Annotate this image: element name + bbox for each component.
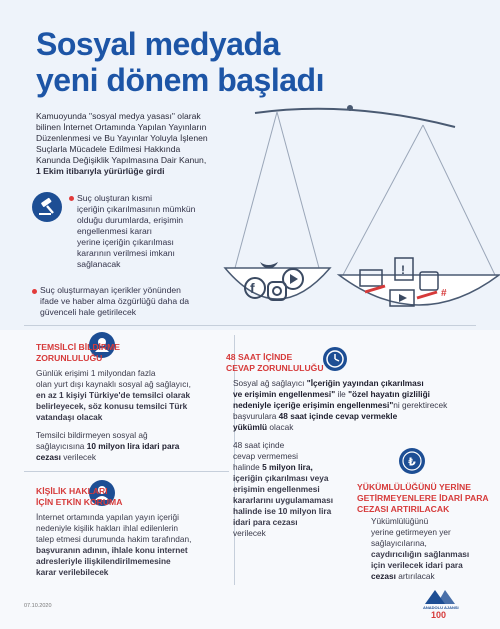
svg-text:!: ! [401, 263, 405, 277]
svg-text:f: f [250, 280, 255, 296]
body-segment-bold: 5 milyon lira, [262, 462, 313, 472]
body-line: caydırıcılığın sağlanması [371, 549, 470, 559]
body-line: karar verilebilecek [36, 567, 109, 577]
body-segment: olacak [267, 422, 294, 432]
body-segment-bold: nedeniyle içeriğe erişimin engellenmesi" [233, 400, 394, 410]
bullet-text-2 [40, 285, 230, 318]
bullet-dot [69, 196, 74, 201]
body-segment: Sosyal ağ sağlayıcı [233, 378, 307, 388]
intro-line: Düzenlenmesi ve Bu Yayınlar Yoluyla İşlenen [36, 133, 208, 143]
body-line [233, 400, 473, 411]
body-line: verilecek [233, 528, 266, 538]
body-line: adresleriyle ilişkilendirilmemesine [36, 556, 171, 566]
body-line: en az 1 kişiyi Türkiye'de temsilci olarak [36, 390, 191, 400]
body-line [233, 462, 353, 473]
bullet-text-1 [77, 193, 227, 270]
bullet2-line: Suç oluşturmayan içerikler yönünden [40, 285, 181, 295]
title-line: CEVAP ZORUNLULUĞU [226, 363, 324, 373]
body-segment-bold: cezası [36, 452, 61, 462]
body-line [233, 422, 473, 433]
title-line: 48 SAAT İÇİNDE [226, 352, 293, 362]
section-body-personal-rights [36, 512, 236, 578]
balance-scale-illustration [215, 0, 500, 330]
body-line [36, 452, 236, 463]
title-line-1: Sosyal medyada [36, 26, 280, 62]
bullet1-line: engellenmesi kararı [77, 226, 152, 236]
body-segment: sağlayıcısına [36, 441, 87, 451]
title-line-2: yeni dönem başladı [36, 62, 324, 98]
title-line: TEMSİLCİ BİLDİRME [36, 342, 121, 352]
body-line: İnternet ortamında yapılan yayın içeriği [36, 512, 179, 522]
body-line: sağlayıcılarına, [371, 538, 427, 548]
body-segment: verilecek [60, 452, 96, 462]
logo-text: ANADOLU AJANSI [423, 605, 459, 610]
section-title-48-hours [226, 352, 324, 374]
body-line: idari para cezası [233, 517, 298, 527]
body-line: talep etmesi durumunda hakim tarafından, [36, 534, 192, 544]
body-line [233, 411, 473, 422]
body-line: vatandaşı olacak [36, 412, 103, 422]
body-line: nedeniyle kişilik hakları ihlal edilenlerin [36, 523, 179, 533]
body-segment: halinde [233, 462, 263, 472]
logo-badge: 100 [431, 610, 447, 620]
bullet2-line: ifade ve haber alma özgürlüğü daha da [40, 296, 190, 306]
body-line [371, 571, 491, 582]
bullet1-line: Suç oluşturan kısmi [77, 193, 152, 203]
body-segment: başvurulara [233, 411, 279, 421]
body-line: halinde ise 10 milyon lira [233, 506, 332, 516]
title-line: GETİRMEYENLERE İDARİ PARA [357, 493, 489, 503]
title-line: ZORUNLULUĞU [36, 353, 103, 363]
intro-line: bilinen İnternet Ortamında Yapılan Yayınların [36, 122, 207, 132]
body-segment: artırılacak [395, 571, 435, 581]
svg-text:₺: ₺ [408, 455, 416, 469]
body-line: içeriğin çıkarılması veya [233, 473, 329, 483]
section-title-personal-rights [36, 486, 122, 508]
body-line: cevap vermemesi [233, 451, 299, 461]
body-line [36, 441, 236, 452]
body-line: kararlarını uygulamaması [233, 495, 334, 505]
body-segment: ni gerektirecek [393, 400, 448, 410]
intro-line: Suçlarla Mücadele Edilmesi Hakkında [36, 144, 181, 154]
section-body-48-hours [233, 378, 473, 433]
section-body-fine-increase [371, 516, 491, 582]
body-line: için verilecek idari para [371, 560, 463, 570]
bullet1-line: olduğu durumlarda, erişimin [77, 215, 184, 225]
body-line: 48 saat içinde [233, 440, 285, 450]
svg-text:#: # [441, 288, 447, 299]
section-body-representative [36, 368, 236, 463]
body-line: yerine getirmeyen yer [371, 527, 451, 537]
body-line [233, 389, 473, 400]
section-body-48-hours-fines [233, 440, 353, 539]
bullet-dot [32, 289, 37, 294]
footer-date: 07.10.2020 [24, 603, 52, 609]
bullet1-line: sağlanacak [77, 259, 121, 269]
intro-line: Kanunda Değişiklik Yapılmasına Dair Kanun, [36, 155, 207, 165]
gavel-icon [32, 192, 62, 222]
body-line: olan yurt dışı kaynaklı sosyal ağ sağlayıcı, [36, 379, 191, 389]
title-line: KİŞİLİK HAKLARI [36, 486, 108, 496]
section-divider [24, 471, 229, 472]
body-segment-bold: 48 saat içinde cevap vermekle [278, 411, 398, 421]
title-line: YÜKÜMLÜLÜĞÜNÜ YERİNE [357, 482, 471, 492]
body-line [233, 378, 473, 389]
body-line: erişimin engellenmesi [233, 484, 320, 494]
body-line: Günlük erişimi 1 milyondan fazla [36, 368, 156, 378]
body-segment-bold: ve erişimin engellenmesi" [233, 389, 336, 399]
body-segment-bold: "özel hayatın gizliliği [348, 389, 430, 399]
intro-line: 1 Ekim itibarıyla yürürlüğe girdi [36, 166, 165, 176]
section-title-representative [36, 342, 120, 364]
anadolu-agency-logo [425, 588, 465, 620]
body-line: Yükümlülüğünü [371, 516, 429, 526]
clock-icon [322, 346, 348, 372]
body-segment-bold: "İçeriğin yayından çıkarılması [306, 378, 424, 388]
lira-coin-icon [398, 447, 426, 475]
body-segment-bold: 10 milyon lira idari para [86, 441, 180, 451]
bullet1-line: içeriğin çıkarılmasının mümkün [77, 204, 196, 214]
bullet1-line: kararının verilmesi imkanı [77, 248, 175, 258]
bullet1-line: yerine içeriğin çıkarılması [77, 237, 174, 247]
body-line: belirleyecek, söz konusu temsilci Türk [36, 401, 188, 411]
title-line: İÇİN ETKİN KORUMA [36, 497, 123, 507]
section-divider [24, 325, 476, 326]
title-line: CEZASI ARTIRILACAK [357, 504, 450, 514]
body-line: başvuranın adının, ihlale konu internet [36, 545, 188, 555]
body-segment: ile [335, 389, 349, 399]
intro-line: Kamuoyunda "sosyal medya yasası" olarak [36, 111, 201, 121]
body-segment-bold: yükümlü [233, 422, 268, 432]
section-title-fine-increase [357, 482, 489, 515]
bullet2-line: güvenceli hale getirilecek [40, 307, 137, 317]
body-segment-bold: cezası [371, 571, 396, 581]
body-line: Temsilci bildirmeyen sosyal ağ [36, 430, 148, 440]
